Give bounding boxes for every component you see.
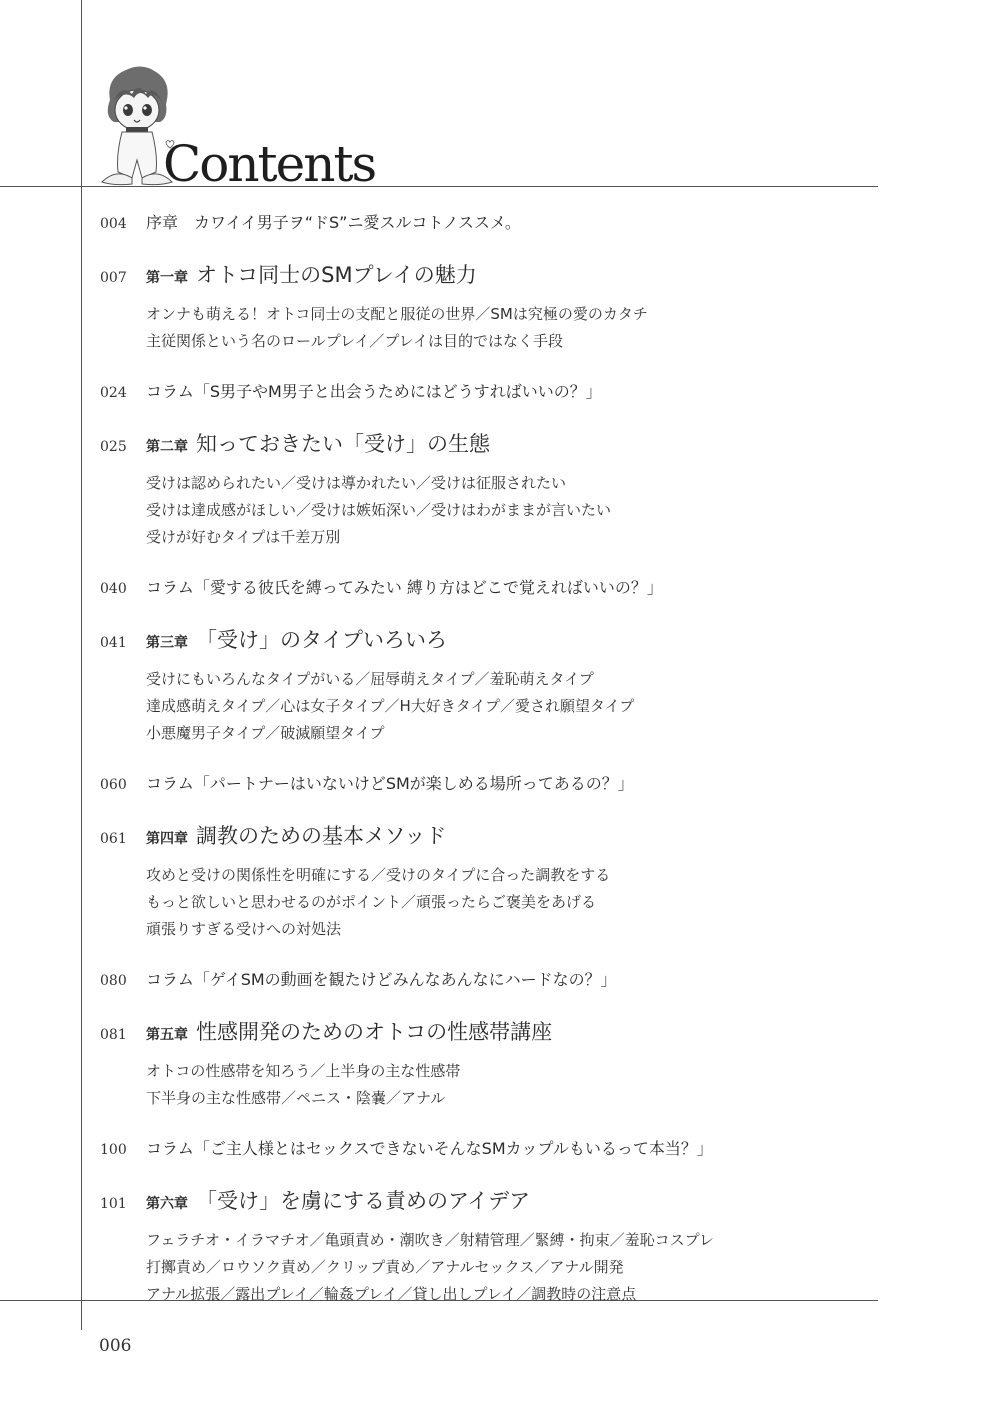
section-line: フェラチオ・イラマチオ／亀頭責め・潮吹き／射精管理／緊縛・拘束／羞恥コスプレ: [146, 1231, 715, 1249]
chapter-label: 第四章: [146, 831, 188, 847]
section-list: [146, 862, 880, 943]
section-list: [146, 666, 880, 747]
toc-entry-heading: [100, 210, 880, 233]
section-line: アナル拡張／露出プレイ／輪姦プレイ／貸し出しプレイ／調教時の注意点: [146, 1285, 637, 1303]
toc-entry-heading: [100, 379, 880, 402]
section-line: オトコの性感帯を知ろう／上半身の主な性感帯: [146, 1062, 461, 1080]
section-line: 達成感萌えタイプ／心は女子タイプ／H大好きタイプ／愛され願望タイプ: [146, 697, 635, 715]
section-line: 受けにもいろんなタイプがいる／屈辱萌えタイプ／羞恥萌えタイプ: [146, 670, 594, 688]
column-title: コラム「愛する彼氏を縛ってみたい 縛り方はどこで覚えればいいの？」: [146, 578, 663, 597]
column-title: コラム「パートナーはいないけどSMが楽しめる場所ってあるの？」: [146, 774, 634, 793]
toc-entry-heading: [100, 575, 880, 598]
toc-entry-heading: [100, 1136, 880, 1159]
chapter-label: 第六章: [146, 1196, 188, 1212]
chapter-title: 「受け」のタイプいろいろ: [196, 628, 447, 652]
toc-column-entry: [100, 379, 880, 402]
toc-page-number: 061: [100, 831, 127, 847]
toc-column-entry: [100, 771, 880, 794]
vertical-rule: [81, 0, 82, 1330]
chapter-label: 第一章: [146, 270, 188, 286]
chapter-title: 「受け」を虜にする責めのアイデア: [196, 1189, 531, 1213]
toc-entry-heading: [100, 259, 880, 289]
column-title: コラム「ご主人様とはセックスできないそんなSMカップルもいるって本当？」: [146, 1139, 713, 1158]
toc-page-number: 007: [100, 270, 127, 286]
toc-chapter-entry: [100, 1016, 880, 1112]
toc-chapter-entry: [100, 259, 880, 355]
toc-page-number: 024: [100, 385, 127, 401]
chapter-label: 第二章: [146, 439, 188, 455]
section-list: [146, 470, 880, 551]
toc-entry-heading: [100, 1016, 880, 1046]
section-line: 攻めと受けの関係性を明確にする／受けのタイプに合った調教をする: [146, 866, 611, 884]
section-line: 下半身の主な性感帯／ペニス・陰嚢／アナル: [146, 1089, 446, 1107]
section-line: 頑張りすぎる受けへの対処法: [146, 920, 342, 938]
toc-entry-heading: [100, 1185, 880, 1215]
toc-chapter-entry: [100, 624, 880, 747]
column-title: コラム「S男子やM男子と出会うためにはどうすればいいの？」: [146, 382, 602, 401]
section-list: [146, 301, 880, 355]
toc-column-entry: [100, 575, 880, 598]
contents-title: Contents: [163, 135, 376, 193]
toc-entry-heading: [100, 624, 880, 654]
section-list: [146, 1227, 880, 1308]
table-of-contents: [100, 210, 880, 1332]
section-line: もっと欲しいと思わせるのがポイント／頑張ったらご褒美をあげる: [146, 893, 597, 911]
toc-page-number: 060: [100, 777, 127, 793]
toc-chapter-entry: [100, 1185, 880, 1308]
section-line: 受けは達成感がほしい／受けは嫉妬深い／受けはわがままが言いたい: [146, 501, 612, 519]
section-line: 小悪魔男子タイプ／破滅願望タイプ: [146, 724, 385, 742]
chapter-title: 性感開発のためのオトコの性感帯講座: [196, 1020, 553, 1044]
toc-page-number: 040: [100, 581, 127, 597]
chapter-label: 第五章: [146, 1027, 188, 1043]
section-line: 主従関係という名のロールプレイ／プレイは目的ではなく手段: [146, 332, 564, 350]
toc-column-entry: [100, 967, 880, 990]
toc-page-number: 041: [100, 635, 127, 651]
toc-page-number: 101: [100, 1196, 127, 1212]
toc-entry-heading: [100, 967, 880, 990]
toc-column-entry: [100, 1136, 880, 1159]
toc-chapter-entry: [100, 820, 880, 943]
toc-page-number: 025: [100, 439, 127, 455]
chapter-title: 調教のための基本メソッド: [196, 824, 447, 848]
toc-entry-heading: [100, 771, 880, 794]
section-line: 受けは認められたい／受けは導かれたい／受けは征服されたい: [146, 474, 567, 492]
toc-page-number: 004: [100, 216, 127, 232]
chapter-title: 知っておきたい「受け」の生態: [196, 432, 490, 456]
toc-entry-heading: [100, 820, 880, 850]
page-number: 006: [99, 1336, 132, 1356]
toc-page-number: 080: [100, 973, 127, 989]
toc-column-entry: [100, 210, 880, 233]
section-line: オンナも萌える！オトコ同士の支配と服従の世界／SMは究極の愛のカタチ: [146, 305, 648, 323]
toc-page-number: 081: [100, 1027, 127, 1043]
chapter-title: オトコ同士のSMプレイの魅力: [196, 263, 477, 287]
column-title: 序章 カワイイ男子ヲ“ドS”ニ愛スルコトノススメ。: [146, 213, 521, 232]
section-line: 打擲責め／ロウソク責め／クリップ責め／アナルセックス／アナル開発: [146, 1258, 624, 1276]
chapter-label: 第三章: [146, 635, 188, 651]
toc-page-number: 100: [100, 1142, 127, 1158]
toc-chapter-entry: [100, 428, 880, 551]
toc-entry-heading: [100, 428, 880, 458]
column-title: コラム「ゲイSMの動画を観たけどみんなあんなにハードなの？」: [146, 970, 617, 989]
section-line: 受けが好むタイプは千差万別: [146, 528, 341, 546]
section-list: [146, 1058, 880, 1112]
